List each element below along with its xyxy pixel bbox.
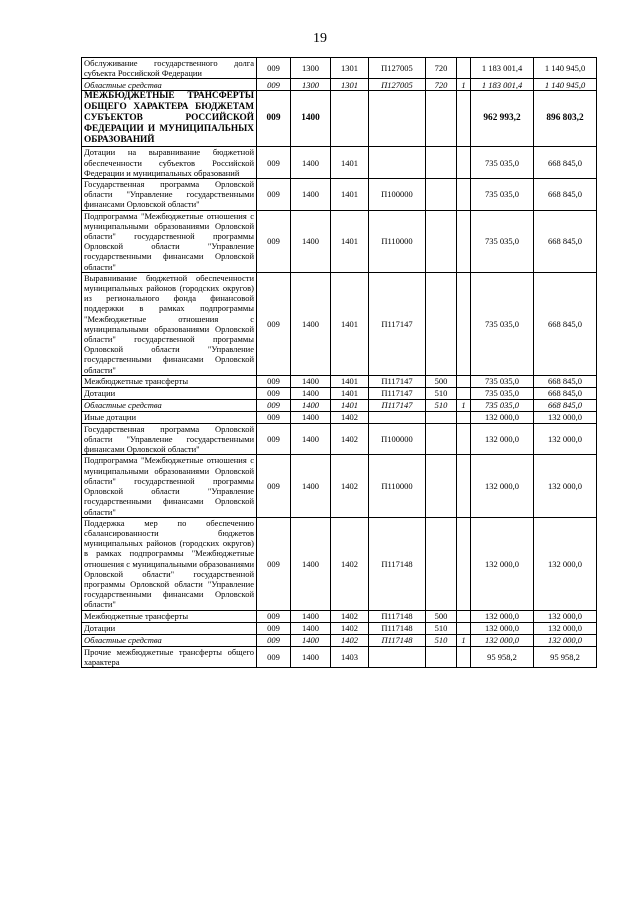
section-code: 1400 (291, 646, 331, 667)
section-code: 1400 (291, 517, 331, 610)
amount-year-1: 1 183 001,4 (471, 58, 534, 79)
ministry-code: 009 (257, 58, 291, 79)
ministry-code: 009 (257, 375, 291, 387)
amount-year-2: 668 845,0 (534, 399, 597, 411)
row-name: Иные дотации (82, 411, 257, 423)
subsection-code: 1402 (331, 455, 369, 517)
expense-type-code (426, 411, 457, 423)
expense-type-code: 510 (426, 399, 457, 411)
expense-type-code: 510 (426, 622, 457, 634)
amount-year-2: 668 845,0 (534, 179, 597, 211)
table-row (82, 455, 597, 517)
amount-year-1: 95 958,2 (471, 646, 534, 667)
table-row (82, 411, 597, 423)
table-row (82, 387, 597, 399)
amount-year-1: 735 035,0 (471, 272, 534, 375)
target-article-code: П100000 (369, 423, 426, 455)
expense-type-code (426, 517, 457, 610)
table-row (82, 423, 597, 455)
ministry-code: 009 (257, 272, 291, 375)
subsection-code: 1402 (331, 634, 369, 646)
section-code: 1400 (291, 610, 331, 622)
amount-year-1: 132 000,0 (471, 411, 534, 423)
amount-year-1: 132 000,0 (471, 610, 534, 622)
table-row (82, 179, 597, 211)
funding-source-code (457, 646, 471, 667)
target-article-code: П117148 (369, 634, 426, 646)
subsection-code: 1401 (331, 147, 369, 179)
funding-source-code (457, 58, 471, 79)
funding-source-code (457, 517, 471, 610)
row-name: Областные средства (82, 399, 257, 411)
row-name: Подпрограмма "Межбюджетные отношения с муниципальными образованиями Орловской области" государственной программы Орловской области "Управление государственными финансами Орловской области" (82, 210, 257, 272)
target-article-code: П117147 (369, 272, 426, 375)
ministry-code: 009 (257, 634, 291, 646)
subsection-code (331, 91, 369, 147)
section-code: 1400 (291, 91, 331, 147)
section-code: 1400 (291, 455, 331, 517)
amount-year-1: 735 035,0 (471, 375, 534, 387)
row-name: Государственная программа Орловской области "Управление государственными финансами Орловской области" (82, 423, 257, 455)
amount-year-2: 1 140 945,0 (534, 79, 597, 91)
table-row (82, 517, 597, 610)
section-code: 1400 (291, 375, 331, 387)
section-code: 1300 (291, 79, 331, 91)
ministry-code: 009 (257, 423, 291, 455)
amount-year-1: 735 035,0 (471, 179, 534, 211)
ministry-code: 009 (257, 399, 291, 411)
subsection-code: 1401 (331, 399, 369, 411)
expense-type-code: 500 (426, 610, 457, 622)
row-name: Дотации (82, 387, 257, 399)
subsection-code: 1401 (331, 210, 369, 272)
amount-year-1: 132 000,0 (471, 423, 534, 455)
ministry-code: 009 (257, 517, 291, 610)
funding-source-code: 1 (457, 634, 471, 646)
section-code: 1400 (291, 411, 331, 423)
expense-type-code (426, 91, 457, 147)
section-code: 1400 (291, 179, 331, 211)
section-code: 1300 (291, 58, 331, 79)
table-row (82, 147, 597, 179)
target-article-code: П110000 (369, 455, 426, 517)
target-article-code: П117147 (369, 399, 426, 411)
subsection-code: 1301 (331, 58, 369, 79)
funding-source-code (457, 179, 471, 211)
amount-year-1: 735 035,0 (471, 399, 534, 411)
expense-type-code: 720 (426, 79, 457, 91)
expense-type-code (426, 646, 457, 667)
row-name: МЕЖБЮДЖЕТНЫЕ ТРАНСФЕРТЫ ОБЩЕГО ХАРАКТЕРА БЮДЖЕТАМ СУБЪЕКТОВ РОССИЙСКОЙ ФЕДЕРАЦИИ И МУНИЦИПАЛЬНЫХ ОБРАЗОВАНИЙ (82, 91, 257, 147)
funding-source-code (457, 423, 471, 455)
amount-year-2: 896 803,2 (534, 91, 597, 147)
section-code: 1400 (291, 272, 331, 375)
expense-type-code (426, 147, 457, 179)
target-article-code: П117147 (369, 387, 426, 399)
ministry-code: 009 (257, 147, 291, 179)
ministry-code: 009 (257, 210, 291, 272)
funding-source-code (457, 147, 471, 179)
target-article-code: П117148 (369, 622, 426, 634)
row-name: Дотации (82, 622, 257, 634)
ministry-code: 009 (257, 455, 291, 517)
amount-year-2: 132 000,0 (534, 610, 597, 622)
funding-source-code (457, 622, 471, 634)
expense-type-code (426, 179, 457, 211)
row-name: Поддержка мер по обеспечению сбалансированности бюджетов муниципальных районов (городских округов) в рамках подпрограммы "Межбюджетные отношения с муниципальными образованиями Орловской области" государственной программы Орловской области "Управление государственными финансами Орловской области" (82, 517, 257, 610)
amount-year-2: 1 140 945,0 (534, 58, 597, 79)
funding-source-code (457, 411, 471, 423)
target-article-code (369, 646, 426, 667)
funding-source-code: 1 (457, 399, 471, 411)
section-code: 1400 (291, 622, 331, 634)
amount-year-1: 962 993,2 (471, 91, 534, 147)
subsection-code: 1401 (331, 272, 369, 375)
table-row (82, 646, 597, 667)
row-name: Межбюджетные трансферты (82, 610, 257, 622)
subsection-code: 1301 (331, 79, 369, 91)
amount-year-2: 668 845,0 (534, 210, 597, 272)
amount-year-1: 132 000,0 (471, 622, 534, 634)
row-name: Областные средства (82, 79, 257, 91)
ministry-code: 009 (257, 179, 291, 211)
ministry-code: 009 (257, 79, 291, 91)
amount-year-1: 735 035,0 (471, 387, 534, 399)
target-article-code: П117148 (369, 517, 426, 610)
amount-year-2: 132 000,0 (534, 634, 597, 646)
amount-year-2: 132 000,0 (534, 622, 597, 634)
amount-year-1: 132 000,0 (471, 455, 534, 517)
subsection-code: 1402 (331, 610, 369, 622)
amount-year-2: 132 000,0 (534, 411, 597, 423)
funding-source-code (457, 210, 471, 272)
amount-year-1: 735 035,0 (471, 210, 534, 272)
table-row (82, 79, 597, 91)
funding-source-code (457, 387, 471, 399)
section-code: 1400 (291, 423, 331, 455)
row-name: Областные средства (82, 634, 257, 646)
funding-source-code (457, 455, 471, 517)
target-article-code (369, 91, 426, 147)
row-name: Обслуживание государственного долга субъекта Российской Федерации (82, 58, 257, 79)
amount-year-2: 668 845,0 (534, 387, 597, 399)
subsection-code: 1402 (331, 622, 369, 634)
amount-year-2: 668 845,0 (534, 272, 597, 375)
subsection-code: 1403 (331, 646, 369, 667)
table-row (82, 91, 597, 147)
expense-type-code: 510 (426, 634, 457, 646)
subsection-code: 1402 (331, 411, 369, 423)
funding-source-code (457, 91, 471, 147)
table-row (82, 272, 597, 375)
target-article-code: П127005 (369, 79, 426, 91)
amount-year-2: 668 845,0 (534, 375, 597, 387)
table-row (82, 622, 597, 634)
funding-source-code: 1 (457, 79, 471, 91)
budget-table (81, 57, 597, 668)
target-article-code: П117148 (369, 610, 426, 622)
table-row (82, 210, 597, 272)
amount-year-2: 132 000,0 (534, 423, 597, 455)
target-article-code: П110000 (369, 210, 426, 272)
amount-year-1: 735 035,0 (471, 147, 534, 179)
target-article-code (369, 147, 426, 179)
ministry-code: 009 (257, 646, 291, 667)
funding-source-code (457, 272, 471, 375)
amount-year-1: 132 000,0 (471, 517, 534, 610)
target-article-code (369, 411, 426, 423)
section-code: 1400 (291, 147, 331, 179)
row-name: Межбюджетные трансферты (82, 375, 257, 387)
subsection-code: 1401 (331, 375, 369, 387)
section-code: 1400 (291, 634, 331, 646)
ministry-code: 009 (257, 411, 291, 423)
section-code: 1400 (291, 210, 331, 272)
funding-source-code (457, 610, 471, 622)
amount-year-1: 1 183 001,4 (471, 79, 534, 91)
amount-year-2: 95 958,2 (534, 646, 597, 667)
ministry-code: 009 (257, 387, 291, 399)
amount-year-1: 132 000,0 (471, 634, 534, 646)
section-code: 1400 (291, 399, 331, 411)
subsection-code: 1401 (331, 387, 369, 399)
expense-type-code (426, 455, 457, 517)
section-code: 1400 (291, 387, 331, 399)
target-article-code: П117147 (369, 375, 426, 387)
target-article-code: П100000 (369, 179, 426, 211)
expense-type-code (426, 272, 457, 375)
table-row (82, 634, 597, 646)
table-row (82, 610, 597, 622)
table-row (82, 399, 597, 411)
expense-type-code: 510 (426, 387, 457, 399)
table-row (82, 375, 597, 387)
table-row (82, 58, 597, 79)
subsection-code: 1401 (331, 179, 369, 211)
page-number: 19 (313, 31, 327, 46)
amount-year-2: 668 845,0 (534, 147, 597, 179)
expense-type-code: 500 (426, 375, 457, 387)
row-name: Прочие межбюджетные трансферты общего характера (82, 646, 257, 667)
ministry-code: 009 (257, 91, 291, 147)
expense-type-code: 720 (426, 58, 457, 79)
ministry-code: 009 (257, 622, 291, 634)
ministry-code: 009 (257, 610, 291, 622)
subsection-code: 1402 (331, 517, 369, 610)
row-name: Дотации на выравнивание бюджетной обеспеченности субъектов Российской Федерации и муниципальных образований (82, 147, 257, 179)
expense-type-code (426, 210, 457, 272)
funding-source-code (457, 375, 471, 387)
row-name: Выравнивание бюджетной обеспеченности муниципальных районов (городских округов) из регионального фонда финансовой поддержки в рамках подпрограммы "Межбюджетные отношения с муниципальными образованиями Орловской области" государственной программы Орловской области "Управление государственными финансами Орловской области" (82, 272, 257, 375)
row-name: Государственная программа Орловской области "Управление государственными финансами Орловской области" (82, 179, 257, 211)
expense-type-code (426, 423, 457, 455)
subsection-code: 1402 (331, 423, 369, 455)
amount-year-2: 132 000,0 (534, 517, 597, 610)
row-name: Подпрограмма "Межбюджетные отношения с муниципальными образованиями Орловской области" государственной программы Орловской области "Управление государственными финансами Орловской области" (82, 455, 257, 517)
amount-year-2: 132 000,0 (534, 455, 597, 517)
target-article-code: П127005 (369, 58, 426, 79)
